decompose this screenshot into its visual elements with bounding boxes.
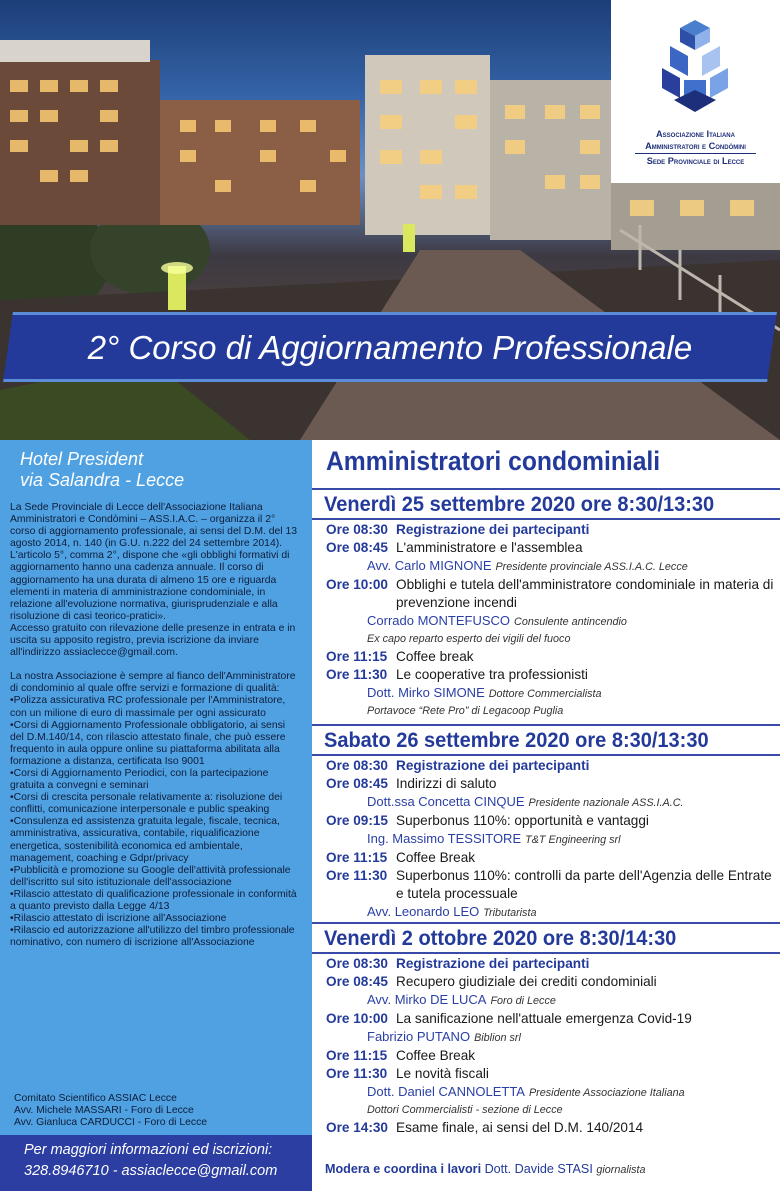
day-header: Sabato 26 settembre 2020 ore 8:30/13:30 bbox=[312, 724, 780, 756]
day-3-program bbox=[312, 922, 780, 1137]
intro-text bbox=[10, 502, 300, 949]
speaker: Corrado MONTEFUSCO Consulente antincendio bbox=[367, 613, 627, 628]
intro-paragraph: L'articolo 5°, comma 2°, dispone che «gli obblighi formativi di aggiornamento hanno una cadenza annuale. Il corso di aggiornamento ha una durata di almeno 15 ore e riguarda elementi in materia di amministrazione condominiale, in relazione all'evoluzione normativa, giurisprudenziale e alla risoluzione di casi teorico-pratici». bbox=[10, 550, 290, 622]
list-item: • Corsi di Aggiornamento Professionale obbligatorio, ai sensi del D.M.140/14, con rilascio attestato finale, che può essere frequento in aula oppure online su piattaforma abilitata alla formazione a distanza, certificata Iso 9001 bbox=[10, 720, 300, 768]
venue-line-2: via Salandra - Lecce bbox=[20, 470, 185, 490]
program-row: Ore 08:45 Indirizzi di saluto bbox=[326, 776, 497, 791]
contact-values: 328.8946710 - assiaclecce@gmail.com bbox=[24, 1163, 278, 1179]
program-row: Ore 08:30 Registrazione dei partecipanti bbox=[326, 956, 590, 971]
speaker: Avv. Leonardo LEO Tributarista bbox=[367, 904, 537, 919]
association-logo bbox=[611, 0, 780, 183]
committee-line: Avv. Gianluca CARDUCCI - Foro di Lecce bbox=[14, 1117, 208, 1129]
list-item: • Corsi di Aggiornamento Periodici, con la partecipazione gratuita a convegni e seminari bbox=[10, 768, 300, 792]
day-2-program bbox=[312, 724, 780, 922]
program-row: Ore 11:15 Coffee Break bbox=[326, 850, 476, 865]
program-row: Ore 11:15 Coffee break bbox=[326, 649, 474, 664]
speaker: Ing. Massimo TESSITORE T&T Engineering srl bbox=[367, 831, 621, 846]
cube-stack-icon bbox=[660, 20, 730, 115]
speaker-role: Portavoce “Rete Pro” di Legacoop Puglia bbox=[367, 705, 564, 717]
committee-line: Avv. Michele MASSARI - Foro di Lecce bbox=[14, 1105, 194, 1117]
program-row: Ore 08:30 Registrazione dei partecipanti bbox=[326, 758, 590, 773]
program-row: Ore 14:30 Esame finale, ai sensi del D.M. 140/2014 bbox=[326, 1120, 644, 1135]
course-subtitle: Amministratori condominiali bbox=[326, 446, 661, 476]
logo-line-2: Amministratori e Condòmini bbox=[645, 141, 746, 151]
day-1-program bbox=[312, 488, 780, 720]
venue bbox=[20, 449, 184, 491]
program-row: Ore 09:15 Superbonus 110%: opportunità e vantaggi bbox=[326, 813, 649, 828]
speaker: Dott.ssa Concetta CINQUE Presidente nazionale ASS.I.A.C. bbox=[367, 794, 684, 809]
program-row: Ore 08:45 L'amministratore e l'assemblea bbox=[326, 540, 583, 555]
list-item: • Rilascio attestato di qualificazione professionale in conformità a quanto previsto dalla Legge 4/13 bbox=[10, 889, 300, 913]
program-row: Ore 08:45 Recupero giudiziale dei crediti condominiali bbox=[326, 974, 657, 989]
left-column bbox=[0, 440, 312, 1191]
logo-line-3: Sede Provinciale di Lecce bbox=[635, 153, 756, 167]
page-title: 2° Corso di Aggiornamento Professionale bbox=[87, 329, 693, 366]
logo-line-1: Associazione Italiana bbox=[656, 129, 735, 139]
speaker: Fabrizio PUTANO Biblion srl bbox=[367, 1029, 521, 1044]
day-header: Venerdì 25 settembre 2020 ore 8:30/13:30 bbox=[312, 488, 780, 520]
moderator: Modera e coordina i lavori Dott. Davide STASI giornalista bbox=[325, 1162, 646, 1176]
speaker: Dott. Daniel CANNOLETTA Presidente Associazione Italiana bbox=[367, 1084, 685, 1099]
intro-paragraph: Accesso gratuito con rilevazione delle presenze in entrata e in uscita su apposito registro, previa iscrizione da inviare all'indirizzo assiaclecce@gmail.com. bbox=[10, 622, 296, 659]
speaker: Avv. Carlo MIGNONE Presidente provinciale ASS.I.A.C. Lecce bbox=[367, 558, 688, 573]
list-item: • Pubblicità e promozione su Google dell'attività professionale dell'iscritto sul sito istituzionale dell'associazione bbox=[10, 865, 300, 889]
scientific-committee bbox=[14, 1093, 207, 1130]
speaker: Dott. Mirko SIMONE Dottore Commercialista bbox=[367, 685, 602, 700]
program-row: Ore 10:00 Obblighi e tutela dell'amministratore condominiale in materia di prevenzione incendi bbox=[326, 577, 774, 610]
venue-line-1: Hotel President bbox=[20, 449, 144, 469]
intro-paragraph: La nostra Associazione è sempre al fianco dell'Amministratore di condominio al quale offre servizi e formazione di qualità: bbox=[10, 671, 296, 695]
program-row: Ore 11:30 Le cooperative tra professionisti bbox=[326, 667, 588, 682]
program-row: Ore 11:30 Superbonus 110%: controlli da parte dell'Agenzia delle Entrate e tutela processuale bbox=[326, 868, 772, 901]
list-item: • Corsi di crescita personale relativamente a: risoluzione dei conflitti, comunicazione interpersonale e public speaking bbox=[10, 792, 300, 816]
speaker: Avv. Mirko DE LUCA Foro di Lecce bbox=[367, 992, 556, 1007]
list-item: • Consulenza ed assistenza gratuita legale, fiscale, tecnica, amministrativa, assicurativa, contabile, riqualificazione energetica, sostenibilità economica ed ambientale, management, coaching e Gdpr/privacy bbox=[10, 816, 300, 864]
program-row: Ore 08:30 Registrazione dei partecipanti bbox=[326, 522, 590, 537]
program-row: Ore 11:15 Coffee Break bbox=[326, 1048, 476, 1063]
committee-line: Comitato Scientifico ASSIAC Lecce bbox=[14, 1093, 177, 1104]
contact-box bbox=[0, 1135, 312, 1191]
services-list bbox=[10, 695, 300, 949]
program-row: Ore 10:00 La sanificazione nell'attuale emergenza Covid-19 bbox=[326, 1011, 692, 1026]
list-item: • Rilascio ed autorizzazione all'utilizzo del timbro professionale nominativo, con numero di iscrizione all'Associazione bbox=[10, 925, 300, 949]
speaker-role: Ex capo reparto esperto dei vigili del fuoco bbox=[367, 633, 571, 645]
day-header: Venerdì 2 ottobre 2020 ore 8:30/14:30 bbox=[312, 922, 780, 954]
list-item: • Polizza assicurativa RC professionale per l'Amministratore, con un milione di euro di massimale per ogni assicurato bbox=[10, 695, 300, 719]
right-column bbox=[312, 440, 780, 1191]
speaker-role: Dottori Commercialisti - sezione di Lecce bbox=[367, 1104, 563, 1116]
contact-label: Per maggiori informazioni ed iscrizioni: bbox=[24, 1142, 273, 1158]
program-row: Ore 11:30 Le novità fiscali bbox=[326, 1066, 489, 1081]
list-item: • Rilascio attestato di iscrizione all'Associazione bbox=[10, 913, 300, 925]
intro-paragraph: La Sede Provinciale di Lecce dell'Associazione Italiana Amministratori e Condòmini – ASS.I.A.C. – organizza il 2° corso di aggiornamento professionale, ai sensi del D.M. del 13 agosto 2014, n. 140 (in G.U. n.222 del 24 settembre 2014). bbox=[10, 502, 298, 550]
